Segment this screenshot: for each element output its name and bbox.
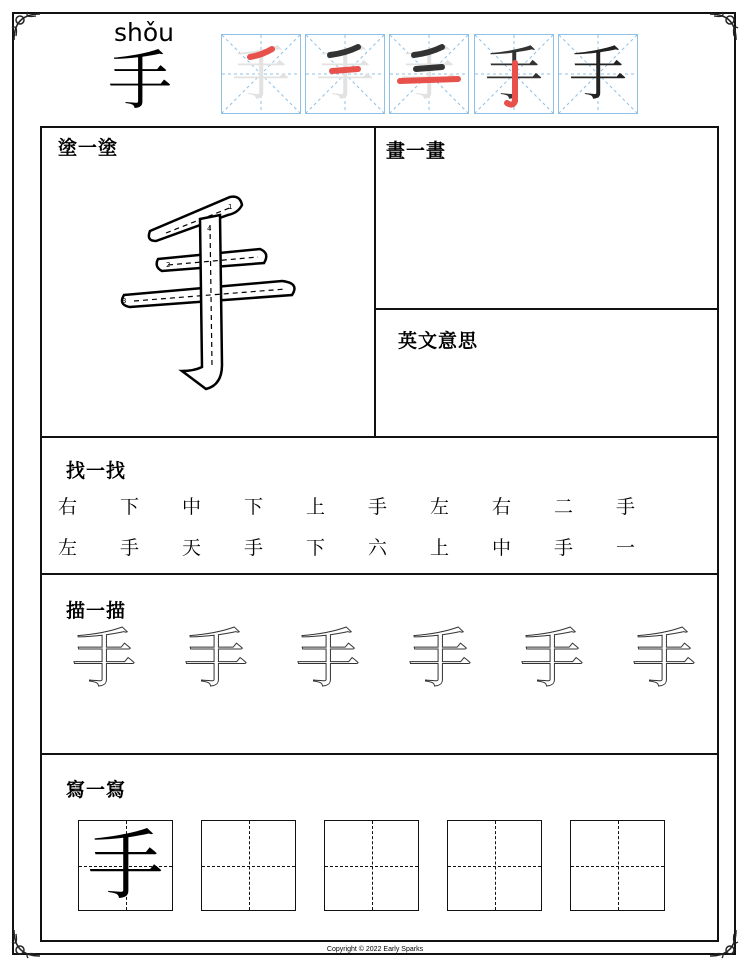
trace-character[interactable]: 手 [72,623,136,697]
meaning-heading: 英文意思 [398,330,479,352]
trace-character[interactable]: 手 [520,623,584,697]
color-in-heading: 塗一塗 [58,137,119,159]
stroke-order-box-2 [305,34,385,114]
stroke-order-box-1 [221,34,301,114]
trace-character[interactable]: 手 [408,623,472,697]
find-character[interactable]: 手 [616,496,636,518]
headword-character: 手 [108,45,172,119]
find-character[interactable]: 中 [492,537,512,559]
corner-ornament-bottom-left [10,926,44,960]
write-box-model [78,820,173,911]
find-row-1 [58,492,678,519]
svg-text:2: 2 [166,261,171,269]
find-character[interactable]: 天 [182,537,202,559]
stroke-order-glyph: 手 [399,40,458,108]
stroke-order-box-5 [558,34,638,114]
stroke-order-box-3 [389,34,469,114]
find-character[interactable]: 左 [430,496,450,518]
write-box[interactable] [570,820,665,911]
divider-write [41,753,718,755]
find-character[interactable]: 一 [616,537,636,559]
svg-text:1: 1 [228,203,233,211]
stroke-order-glyph: 手 [484,40,543,108]
guide-line-vertical [372,821,373,910]
corner-ornament-top-left [10,10,44,44]
find-character[interactable]: 二 [554,496,574,518]
model-character: 手 [87,821,164,910]
find-character[interactable]: 中 [182,496,202,518]
write-box[interactable] [324,820,419,911]
guide-line-vertical [249,821,250,910]
find-character[interactable]: 下 [120,496,140,518]
find-character[interactable]: 手 [554,537,574,559]
divider-trace [41,573,718,575]
trace-character[interactable]: 手 [632,623,696,697]
find-heading: 找一找 [66,460,127,482]
stroke-order-box-4 [474,34,554,114]
divider-draw-meaning [375,308,718,310]
stroke-order-glyph: 手 [315,40,374,108]
find-character[interactable]: 右 [492,496,512,518]
write-heading: 寫一寫 [66,779,127,801]
copyright-notice: Copyright © 2022 Early Sparks [326,946,424,953]
guide-line-vertical [495,821,496,910]
find-character[interactable]: 六 [368,537,388,559]
trace-character[interactable]: 手 [184,623,248,697]
draw-area[interactable] [377,168,717,306]
svg-text:4: 4 [207,225,212,233]
write-box[interactable] [447,820,542,911]
find-row-2 [58,533,678,560]
trace-character[interactable]: 手 [296,623,360,697]
find-character[interactable]: 手 [244,537,264,559]
find-character[interactable]: 手 [368,496,388,518]
corner-ornament-top-right [706,10,740,44]
svg-text:3: 3 [122,297,127,305]
meaning-answer-area[interactable] [377,358,717,434]
pinyin: shǒu [114,18,175,47]
find-character[interactable]: 左 [58,537,78,559]
divider-vertical [374,127,376,437]
trace-heading: 描一描 [66,600,127,622]
stroke-order-glyph: 手 [568,40,627,108]
find-character[interactable]: 上 [306,496,326,518]
draw-heading: 畫一畫 [386,140,447,162]
find-character[interactable]: 手 [120,537,140,559]
outlined-character[interactable] [110,185,310,395]
write-box[interactable] [201,820,296,911]
find-character[interactable]: 下 [306,537,326,559]
find-character[interactable]: 下 [244,496,264,518]
stroke-order-glyph: 手 [231,40,290,108]
find-character[interactable]: 上 [430,537,450,559]
guide-line-vertical [618,821,619,910]
find-character[interactable]: 右 [58,496,78,518]
divider-find [41,436,718,438]
